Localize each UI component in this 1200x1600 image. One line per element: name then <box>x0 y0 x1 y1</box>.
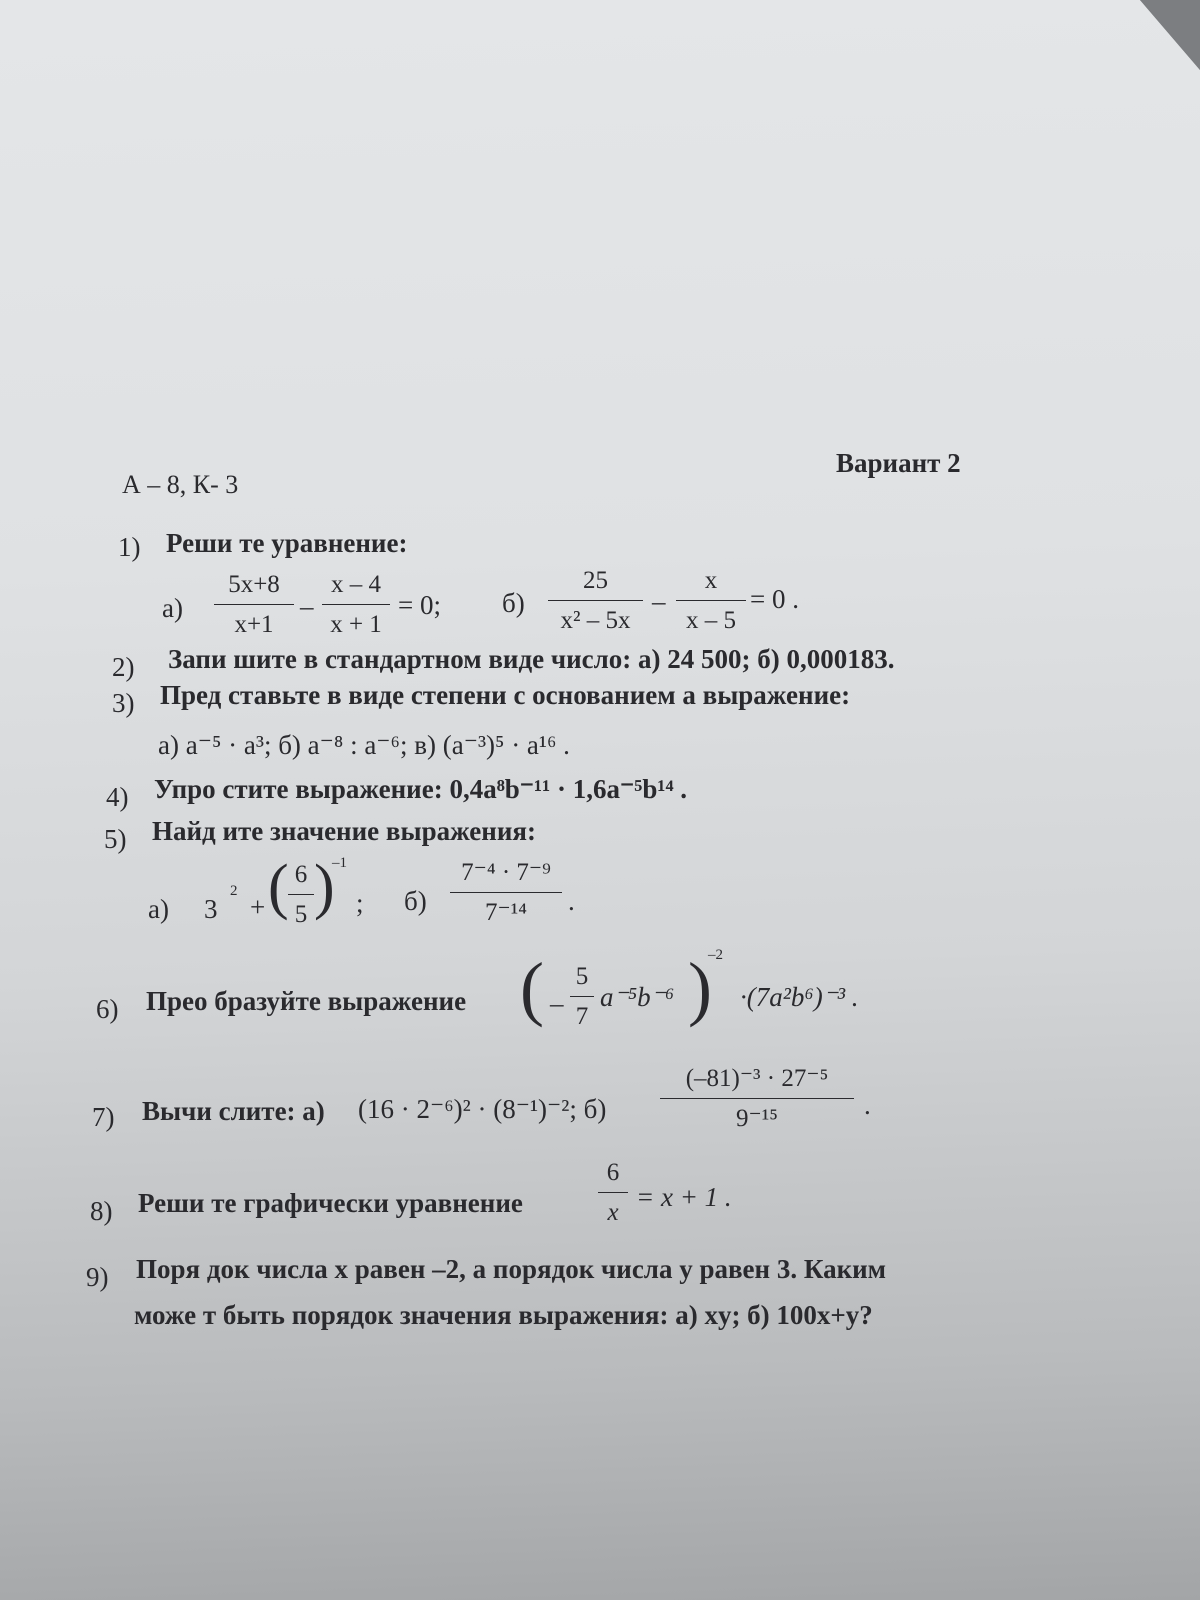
task-4-number: 4) <box>106 782 129 812</box>
task-5-number: 5) <box>104 824 127 854</box>
fraction-bar <box>676 600 746 601</box>
task-7-number: 7) <box>92 1102 115 1132</box>
fraction-denominator: x <box>607 1199 619 1226</box>
task-5a-label: а) <box>148 894 169 924</box>
minus-sign: – <box>300 591 314 621</box>
task-8-fraction <box>598 1160 628 1225</box>
task-5b-tail: . <box>568 886 575 916</box>
fraction-numerator: х <box>704 567 718 594</box>
task-1b-label: б) <box>502 588 525 618</box>
task-1a-tail: = 0; <box>398 590 441 620</box>
task-8-text: Реши те графически уравнение <box>138 1188 523 1218</box>
task-9-line-1: Поря док числа x равен –2, а порядок числа y равен 3. Каким <box>136 1254 887 1284</box>
fraction-numerator: х – 4 <box>331 571 381 598</box>
task-7b-tail: . <box>864 1090 871 1120</box>
right-parenthesis: ) <box>314 853 335 921</box>
task-8-tail: = x + 1 . <box>636 1182 732 1212</box>
task-5a-outer-exponent: –1 <box>332 855 347 871</box>
fraction-denominator: 7 <box>575 1003 589 1030</box>
task-5a-plus: + <box>250 892 266 922</box>
task-9-number: 9) <box>86 1262 109 1292</box>
fraction-bar <box>288 894 314 895</box>
task-2-number: 2) <box>112 652 135 682</box>
task-6-fraction <box>570 964 594 1029</box>
left-parenthesis: ( <box>520 948 544 1028</box>
task-1-number: 1) <box>118 532 141 562</box>
task-6-text: Прео бразуйте выражение <box>146 986 467 1016</box>
task-1a-fraction-2 <box>322 572 390 637</box>
task-5a-base: 3 <box>204 894 218 924</box>
fraction-denominator: х – 5 <box>686 607 736 634</box>
fraction-numerator: 5 <box>575 963 589 990</box>
task-5b-fraction <box>450 860 562 925</box>
task-6-number: 6) <box>96 994 119 1024</box>
task-6-second-term: ·(7a²b⁶)⁻³ . <box>740 982 859 1012</box>
fraction-denominator: х + 1 <box>330 611 382 638</box>
task-9-line-2: може т быть порядок значения выражения: а) xy; б) 100x+y? <box>134 1300 873 1330</box>
fraction-numerator: 25 <box>583 567 608 594</box>
fraction-numerator: 7⁻⁴ · 7⁻⁹ <box>461 859 551 886</box>
fraction-numerator: 5х+8 <box>228 571 280 598</box>
fraction-bar <box>548 600 643 601</box>
task-7a-expression: (16 · 2⁻⁶)² · (8⁻¹)⁻²; б) <box>358 1094 607 1124</box>
task-1-text: Реши те уравнение: <box>166 528 408 558</box>
fraction-bar <box>214 604 294 605</box>
fraction-denominator: х² – 5х <box>560 607 631 634</box>
task-7b-fraction <box>660 1066 854 1131</box>
fraction-bar <box>660 1098 854 1099</box>
fraction-bar <box>450 892 562 893</box>
left-parenthesis: ( <box>268 853 289 921</box>
task-3-expression: а) a⁻⁵ · a³; б) a⁻⁸ : a⁻⁶; в) (a⁻³)⁵ · a¹⁶ . <box>158 730 570 760</box>
task-1b-fraction-2 <box>676 568 746 633</box>
task-5b-label: б) <box>404 886 427 916</box>
fraction-denominator: 7⁻¹⁴ <box>485 899 527 926</box>
right-parenthesis: ) <box>688 948 712 1028</box>
fraction-numerator: 6 <box>606 1159 620 1186</box>
fraction-denominator: 9⁻¹⁵ <box>736 1105 778 1132</box>
task-2-text: Запи шите в стандартном виде число: а) 24 500; б) 0,000183. <box>168 644 895 674</box>
task-6-minus: – <box>550 988 564 1018</box>
task-8-number: 8) <box>90 1196 113 1226</box>
task-1a-label: а) <box>162 593 183 623</box>
task-7-text: Вычи слите: а) <box>142 1096 325 1126</box>
fraction-bar <box>598 1192 628 1193</box>
task-4-text: Упро стите выражение: 0,4a⁸b⁻¹¹ · 1,6a⁻⁵b¹⁴ . <box>154 774 688 804</box>
fraction-denominator: х+1 <box>234 611 274 638</box>
minus-sign: – <box>652 586 666 616</box>
fraction-numerator: 6 <box>294 861 308 888</box>
task-5a-fraction <box>288 862 314 927</box>
task-6-inner-term: a⁻⁵b⁻⁶ <box>600 982 675 1012</box>
fraction-bar <box>570 996 594 997</box>
task-5-text: Найд ите значение выражения: <box>152 816 536 846</box>
variant-title: Вариант 2 <box>836 448 961 478</box>
task-3-text: Пред ставьте в виде степени с основанием a выражение: <box>160 680 851 710</box>
task-5a-exponent: 2 <box>230 883 238 899</box>
task-1b-fraction-1 <box>548 568 643 633</box>
task-5a-separator: ; <box>356 888 364 918</box>
task-1a-fraction-1 <box>214 572 294 637</box>
task-3-number: 3) <box>112 688 135 718</box>
fraction-bar <box>322 604 390 605</box>
worksheet-code: А – 8, К- 3 <box>122 470 239 499</box>
task-1b-tail: = 0 . <box>750 584 799 614</box>
fraction-numerator: (–81)⁻³ · 27⁻⁵ <box>685 1065 829 1092</box>
fraction-denominator: 5 <box>294 901 308 928</box>
task-6-outer-exponent: –2 <box>708 947 723 963</box>
